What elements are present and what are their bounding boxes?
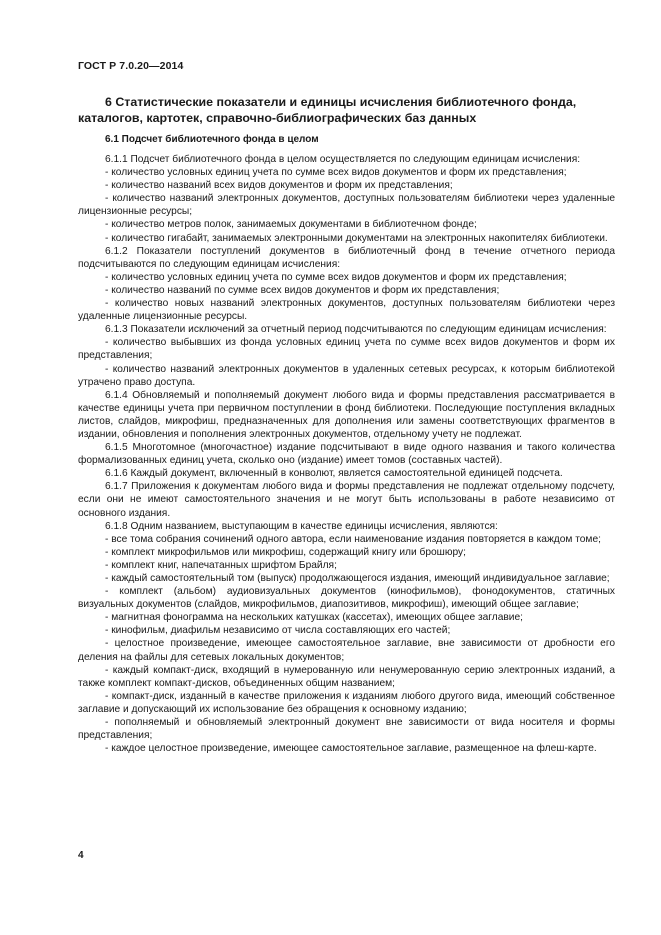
list-item: - комплект (альбом) аудиовизуальных документов (кинофильмов), фонодокументов, статичных визуальных документов (слайдов, микрофильмов, диапозитивов, микрофиш), имеющий общее заглавие;: [78, 586, 615, 611]
list-item: - магнитная фонограмма на нескольких катушках (кассетах), имеющих общее заглавие;: [105, 612, 523, 624]
list-item: - пополняемый и обновляемый электронный документ вне зависимости от вида носителя и формы представления;: [78, 717, 615, 742]
list-item: - все тома собрания сочинений одного автора, если наименование издания повторяется в каждом томе;: [105, 533, 601, 545]
document-body: [78, 153, 615, 755]
list-item: - количество условных единиц учета по сумме всех видов документов и форм их представления;: [105, 271, 567, 283]
paragraph: 6.1.3 Показатели исключений за отчетный период подсчитываются по следующим единицам исчисления:: [105, 324, 607, 336]
paragraph: 6.1.1 Подсчет библиотечного фонда в целом осуществляется по следующим единицам исчисления:: [105, 154, 581, 165]
paragraph: 6.1.5 Многотомное (многочастное) издание подсчитывают в виде одного названия и такого количества формализованных единиц учета, сколько оно (издание) имеет томов (составных частей).: [78, 442, 615, 467]
list-item: - кинофильм, диафильм независимо от числа составляющих его частей;: [105, 625, 451, 637]
paragraph: 6.1.6 Каждый документ, включенный в конволют, является самостоятельной единицей подсчета.: [105, 468, 563, 480]
paragraph: 6.1.8 Одним названием, выступающим в качестве единицы исчисления, являются:: [105, 520, 498, 532]
list-item: - количество названий электронных документов в удаленных сетевых ресурсах, к которым библиотекой утрачено право доступа.: [78, 363, 615, 388]
list-item: - количество метров полок, занимаемых документами в библиотечном фонде;: [105, 219, 477, 231]
list-item: - количество условных единиц учета по сумме всех видов документов и форм их представления;: [105, 167, 567, 179]
list-item: - комплект микрофильмов или микрофиш, содержащий книгу или брошюру;: [105, 546, 466, 558]
list-item: - количество названий по сумме всех видов документов и форм их представления;: [105, 284, 500, 296]
list-item: - компакт-диск, изданный в качестве приложения к изданиям любого другого вида, имеющий собственное заглавие и допускающий их использование без обращения к основному изданию;: [78, 690, 615, 715]
list-item: - комплект книг, напечатанных шрифтом Брайля;: [105, 559, 337, 571]
page-number: 4: [78, 850, 84, 861]
list-item: - количество гигабайт, занимаемых электронными документами на электронных накопителях библиотеки.: [105, 232, 608, 244]
subsection-title: 6.1 Подсчет библиотечного фонда в целом: [105, 134, 319, 145]
paragraph: 6.1.4 Обновляемый и пополняемый документ любого вида и формы представления рассматривается в качестве единицы учета при первичном поступлении в фонд библиотеки. Последующие поступления вкладных листов, слайдов, микрофиш, предназначенных для дополнения или замены соответствующих фрагментов в издании, обновления и пополнения электронных документов, отдельному учету не подлежат.: [78, 389, 615, 440]
paragraph: 6.1.2 Показатели поступлений документов в библиотечный фонд в течение отчетного периода подсчитываются по следующим единицам исчисления:: [78, 245, 615, 270]
section-title: 6 Статистические показатели и единицы исчисления библиотечного фонда, каталогов, картотек, справочно-библиографических баз данных: [78, 95, 577, 125]
list-item: - каждый самостоятельный том (выпуск) продолжающегося издания, имеющий индивидуальное заглавие;: [105, 573, 610, 584]
list-item: - количество названий электронных документов, доступных пользователям библиотеки через удаленные лицензионные ресурсы;: [78, 193, 615, 218]
document-standard-number: ГОСТ Р 7.0.20—2014: [78, 60, 184, 72]
list-item: - целостное произведение, имеющее самостоятельное заглавие, вне зависимости от дробности его деления на файлы для сетевых локальных документов;: [78, 638, 615, 663]
list-item: - количество новых названий электронных документов, доступных пользователям библиотеки через удаленные лицензионные ресурсы.: [78, 298, 615, 323]
list-item: - каждый компакт-диск, входящий в нумерованную или ненумерованную серию электронных изданий, а также комплект компакт-дисков, объединенных общим названием;: [78, 664, 615, 689]
list-item: - количество выбывших из фонда условных единиц учета по сумме всех видов документов и форм их представления;: [78, 337, 615, 362]
paragraph: 6.1.7 Приложения к документам любого вида и формы представления не подлежат отдельному подсчету, если они не имеют самостоятельного значения и не могут быть использованы в работе независимо от основного издания.: [78, 481, 615, 519]
list-item: - каждое целостное произведение, имеющее самостоятельное заглавие, размещенное на флеш-карте.: [105, 743, 597, 755]
list-item: - количество названий всех видов документов и форм их представления;: [105, 180, 453, 192]
